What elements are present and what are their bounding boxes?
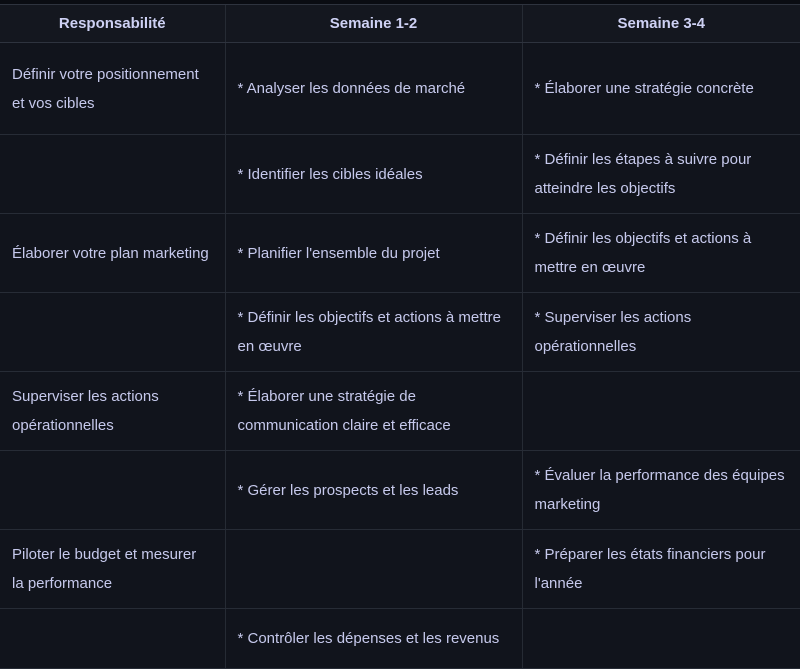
table-cell: * Contrôler les dépenses et les revenus [225,609,522,669]
table-cell: * Définir les objectifs et actions à mettre en œuvre [522,214,800,293]
table-cell [522,609,800,669]
column-header-semaine-1-2: Semaine 1-2 [225,5,522,43]
table-cell: * Élaborer une stratégie de communication claire et efficace [225,372,522,451]
responsibility-planning-table [0,4,800,669]
column-header-semaine-3-4: Semaine 3-4 [522,5,800,43]
table-cell: Superviser les actions opérationnelles [0,372,225,451]
column-header-responsabilite: Responsabilité [0,5,225,43]
table-row [0,530,800,609]
table-cell: * Analyser les données de marché [225,43,522,135]
table-row [0,609,800,669]
table-cell [0,293,225,372]
table-row [0,214,800,293]
table-row [0,372,800,451]
table-cell: * Définir les objectifs et actions à mettre en œuvre [225,293,522,372]
table-row [0,135,800,214]
table-header-row [0,5,800,43]
table-row [0,451,800,530]
table-cell: Définir votre positionnement et vos cibles [0,43,225,135]
table-cell: * Évaluer la performance des équipes marketing [522,451,800,530]
table-cell [0,609,225,669]
table-cell [0,451,225,530]
table-cell: * Superviser les actions opérationnelles [522,293,800,372]
table-cell [0,135,225,214]
table-cell [522,372,800,451]
table-row [0,43,800,135]
table-cell: * Identifier les cibles idéales [225,135,522,214]
responsibility-planning-table-container [0,4,800,669]
table-cell: * Gérer les prospects et les leads [225,451,522,530]
table-cell: * Planifier l'ensemble du projet [225,214,522,293]
table-cell: * Élaborer une stratégie concrète [522,43,800,135]
table-cell [225,530,522,609]
table-cell: * Définir les étapes à suivre pour atteindre les objectifs [522,135,800,214]
table-cell: Élaborer votre plan marketing [0,214,225,293]
table-cell: * Préparer les états financiers pour l'année [522,530,800,609]
table-row [0,293,800,372]
table-cell: Piloter le budget et mesurer la performance [0,530,225,609]
